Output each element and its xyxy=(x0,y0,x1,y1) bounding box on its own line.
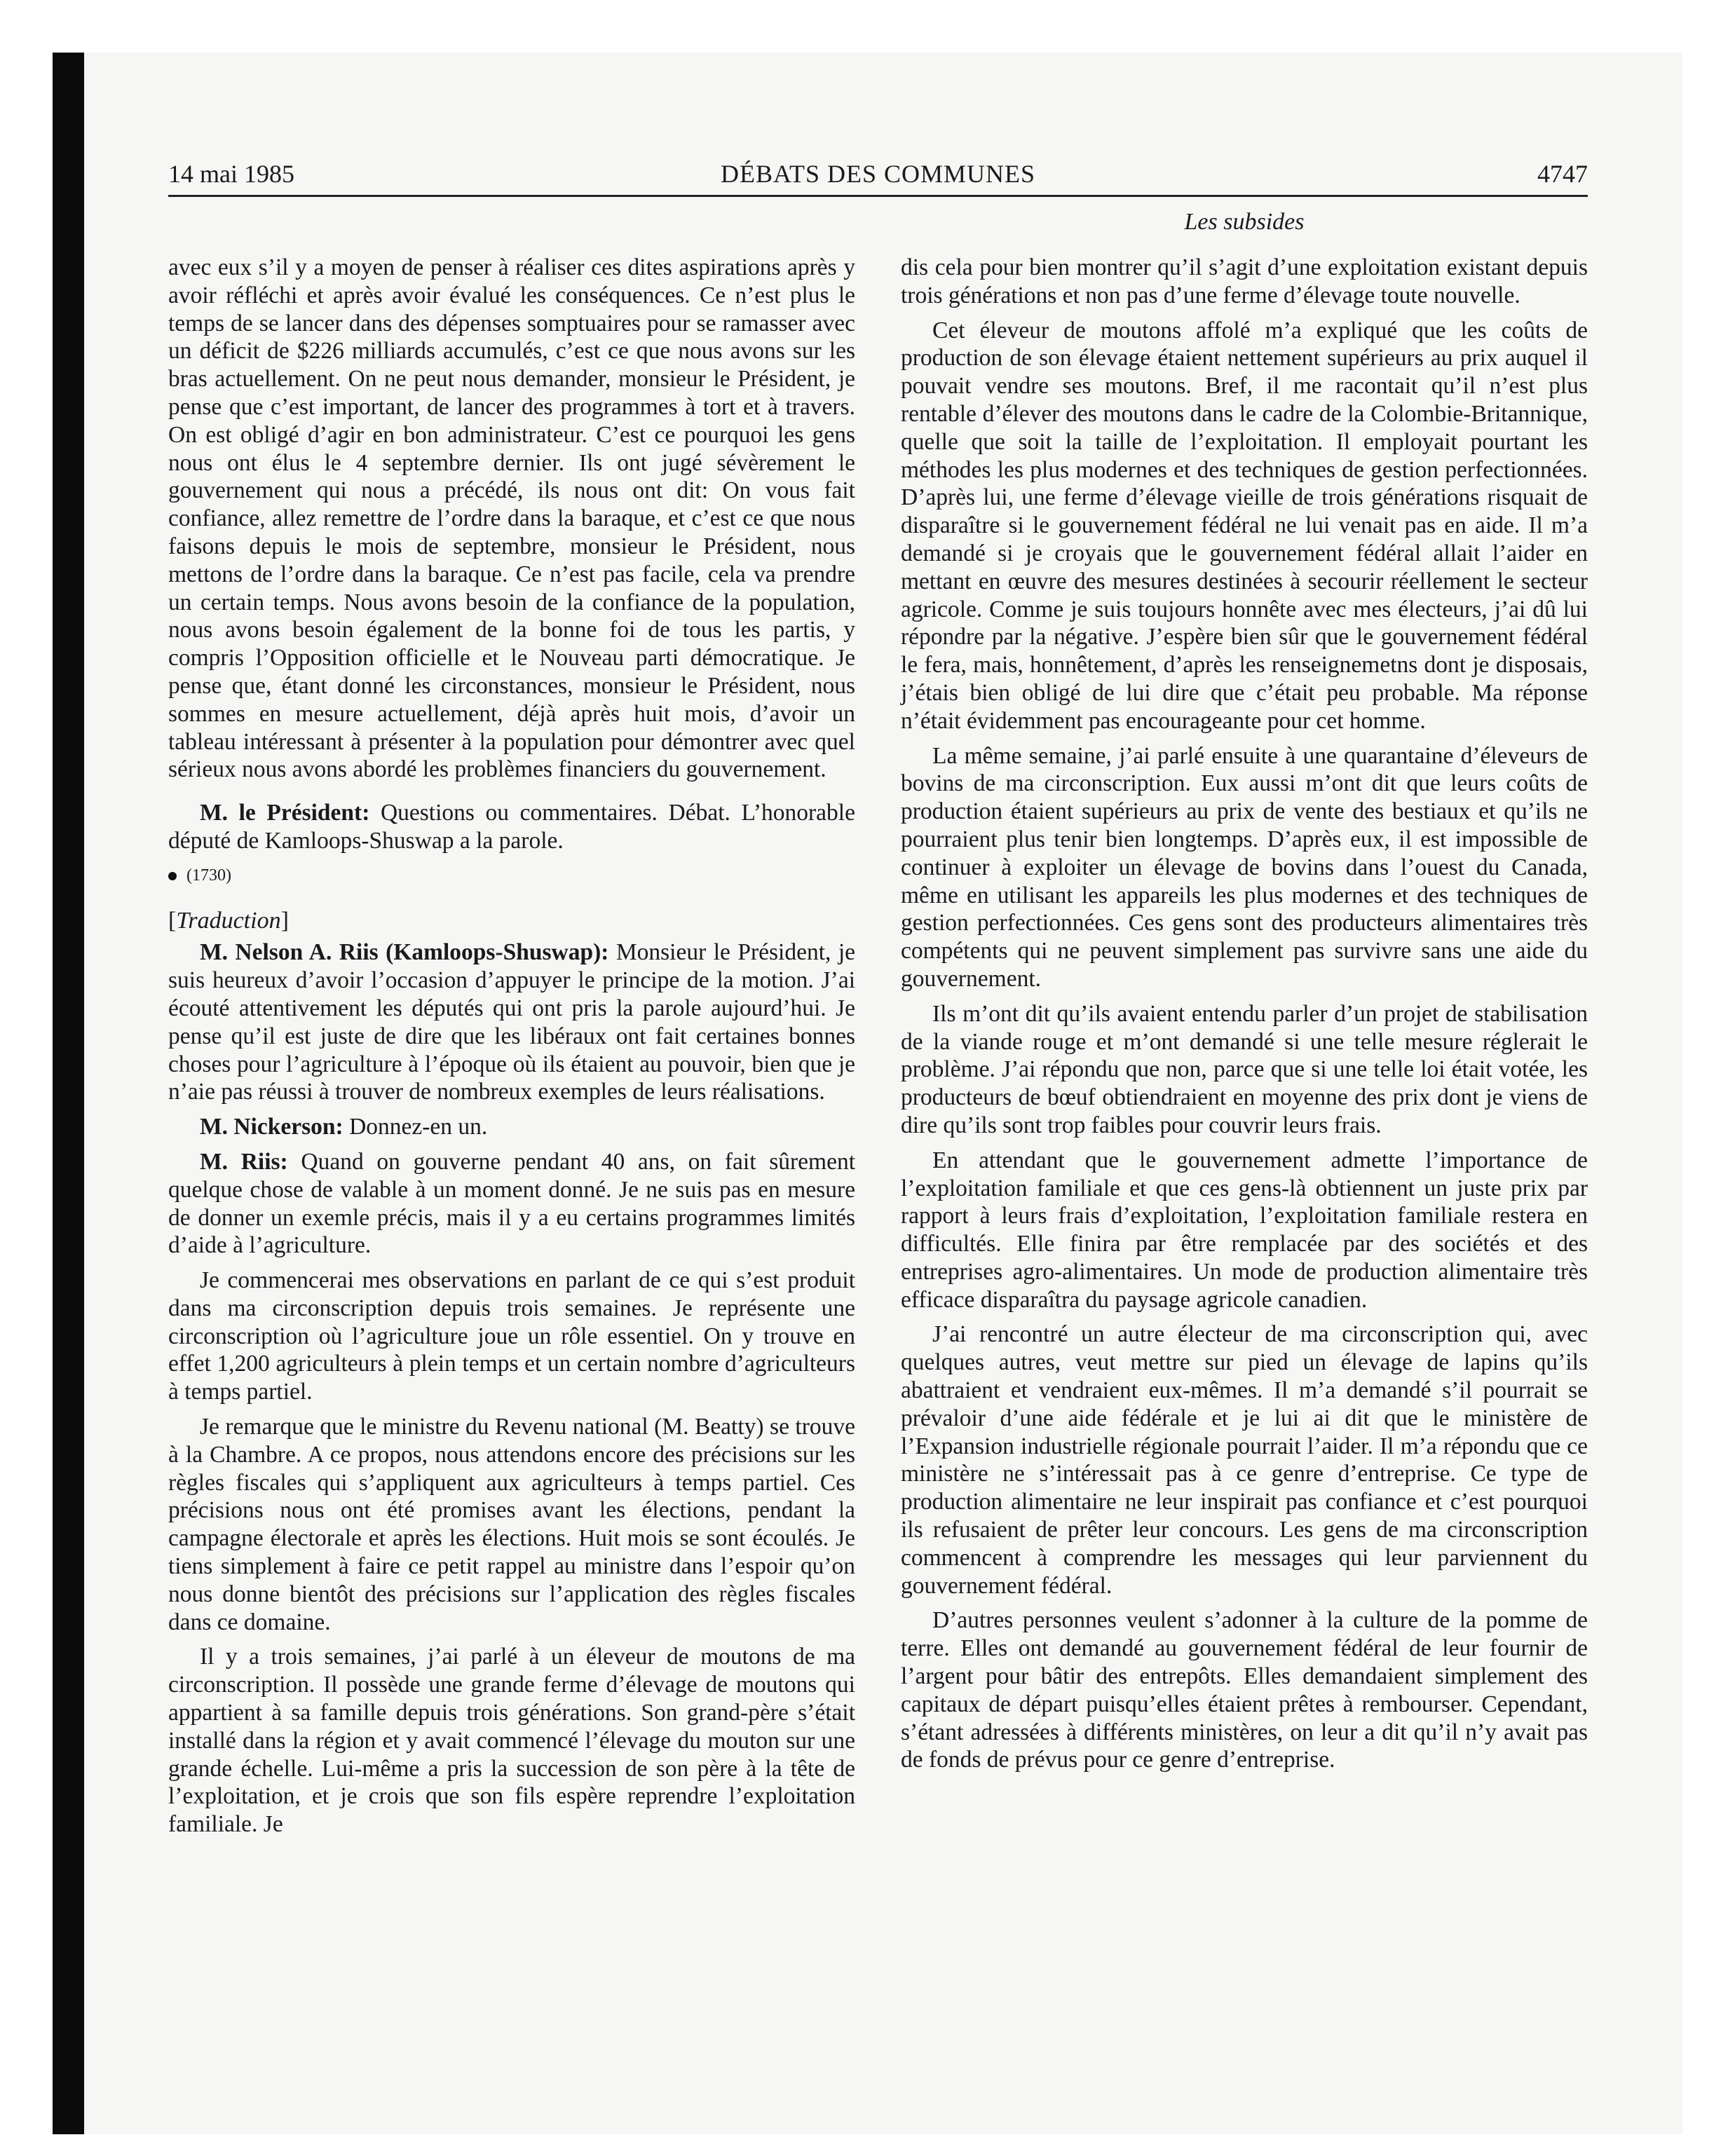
speech-text: Monsieur le Président, je suis heureux d’avoir l’occasion d’appuyer le principe de la motion. J’ai écouté attentivement les députés qui ont pris la parole aujourd’hui. Je pense qu’il est juste de dire que les libéraux ont fait certaines bonnes choses pour l’agriculture à l’époque où ils étaient au pouvoir, bien que je n’aie pas réussi à trouver de nombreux exemples de leurs réalisations. xyxy=(168,939,855,1105)
paragraph: D’autres personnes veulent s’adonner à la culture de la pomme de terre. Elles ont demandé au gouvernement fédéral de leur fournir de l’argent pour bâtir des entrepôts. Elles demandaient simplement des capitaux de départ puisqu’elles étaient prêtes à rembourser. Cependant, s’étant adressées à différents ministères, on leur a dit qu’il n’y avait pas de fonds de prévus pour ce genre d’entreprise. xyxy=(901,1607,1588,1773)
paragraph: Ils m’ont dit qu’ils avaient entendu parler d’un projet de stabilisation de la viande rouge et m’ont demandé si une telle mesure réglerait le problème. J’ai répondu que non, parce que si une telle loi était votée, les producteurs de bœuf obtiendraient en moyenne des prix dont je viens de dire qu’ils sont trop faibles pour couvrir leurs frais. xyxy=(901,1000,1588,1138)
translation-note: [Traduction] xyxy=(168,907,289,934)
header-publication: DÉBATS DES COMMUNES xyxy=(720,160,1036,188)
bullet-icon xyxy=(168,872,177,880)
left-column xyxy=(168,254,855,1845)
speech-text: Donnez-en un. xyxy=(343,1114,488,1140)
paragraph: Je remarque que le ministre du Revenu national (M. Beatty) se trouve à la Chambre. A ce propos, nous attendons encore des précisions sur les règles fiscales qui s’appliquent aux agriculteurs à temps partiel. Ces précisions nous ont été promises avant les élections, pendant la campagne électorale et après les élections. Huit mois se sont écoulés. Je tiens simplement à faire ce petit rappel au ministre dans l’espoir qu’on nous donne bientôt des précisions sur l’application des règles fiscales dans ce domaine. xyxy=(168,1414,855,1635)
speaker-name: M. Riis: xyxy=(200,1148,288,1175)
speaker-name: M. Nelson A. Riis (Kamloops-Shuswap): xyxy=(200,939,609,966)
scan-edge xyxy=(53,53,84,2134)
paragraph xyxy=(168,1113,855,1141)
translation-label: Traduction xyxy=(176,907,281,934)
section-title: Les subsides xyxy=(1184,209,1305,235)
paragraph: Je commencerai mes observations en parlant de ce qui s’est produit dans ma circonscription depuis trois semaines. Je représente une circonscription où l’agriculture joue un rôle essentiel. On y trouve en effet 1,200 agriculteurs à plein temps et un certain nombre d’agriculteurs à temps partiel. xyxy=(168,1267,855,1405)
paragraph: La même semaine, j’ai parlé ensuite à une quarantaine d’éleveurs de bovins de ma circonscription. Eux aussi m’ont dit que leurs coûts de production étaient supérieurs au prix de vente des bestiaux et qu’ils ne pourraient plus tenir bien longtemps. D’après eux, il est impossible de continuer à exploiter un élevage de bovins dans l’ouest du Canada, même en utilisant les appareils les plus modernes et des techniques de gestion perfectionnées. Ces gens sont des producteurs alimentaires très compétents qui ne peuvent simplement pas survivre sans une aide du gouvernement. xyxy=(901,742,1588,992)
speech-text: Quand on gouverne pendant 40 ans, on fait sûrement quelque chose de valable à un moment donné. Je ne suis pas en mesure de donner un exemle précis, mais il y a eu certains programmes limités d’aide à l’agriculture. xyxy=(168,1148,855,1259)
paragraph xyxy=(168,939,855,1106)
speaker-name: M. Nickerson: xyxy=(200,1114,343,1140)
paragraph: Il y a trois semaines, j’ai parlé à un éleveur de moutons de ma circonscription. Il possède une grande ferme d’élevage de moutons qui appartient à sa famille depuis trois générations. Son grand-père s’était installé dans la région et y avait commencé l’élevage du mouton sur une grande échelle. Lui-même a pris la succession de son père à la tête de l’exploitation, et je crois que son fils espère reprendre l’exploitation familiale. Je xyxy=(168,1644,855,1838)
paragraph xyxy=(168,1148,855,1260)
paragraph: dis cela pour bien montrer qu’il s’agit d’une exploitation existant depuis trois générations et non pas d’une ferme d’élevage toute nouvelle. xyxy=(901,254,1588,308)
header-date: 14 mai 1985 xyxy=(168,160,294,188)
page-number: 4747 xyxy=(1537,160,1588,188)
paragraph: J’ai rencontré un autre électeur de ma circonscription qui, avec quelques autres, veut mettre sur pied un élevage de lapins qu’ils abattraient et vendraient eux-mêmes. Il m’a demandé s’il pourrait se prévaloir d’une aide fédérale et je lui ai dit que le ministère de l’Expansion industrielle régionale pourrait l’aider. Il m’a répondu que ce ministère ne s’intéressait pas à ce genre d’entreprise. Ce type de production alimentaire ne leur inspirait pas confiance et c’est pourquoi ils refusaient de prêter leur concours. Les gens de ma circonscription commencent à comprendre les messages qui leur parviennent du gouvernement fédéral. xyxy=(901,1321,1588,1599)
right-column xyxy=(901,254,1588,1781)
time-stamp: (1730) xyxy=(186,866,231,885)
paragraph: En attendant que le gouvernement admette l’importance de l’exploitation familiale et que ces gens-là obtiennent un juste prix par rapport à leurs frais d’exploitation, l’exploitation familiale restera en difficultés. Elle finira par être remplacée par des sociétés et des entreprises agro-alimentaires. Un mode de production alimentaire très efficace disparaîtra du paysage agricole canadien. xyxy=(901,1147,1588,1313)
paragraph xyxy=(168,799,855,855)
paragraph: avec eux s’il y a moyen de penser à réaliser ces dites aspirations après y avoir réfléchi et après avoir évalué les conséquences. Ce n’est plus le temps de se lancer dans des dépenses somptuaires pour se ramasser avec un déficit de $226 milliards accumulés, c’est ce que nous avons sur les bras actuellement. On ne peut nous demander, monsieur le Président, je pense que c’est important, de lancer des programmes à tort et à travers. On est obligé d’agir en bon administrateur. C’est ce pourquoi les gens nous ont élus le 4 septembre dernier. Ils ont jugé sévèrement le gouvernement qui nous a précédé, ils nous ont dit: On vous fait confiance, allez remettre de l’ordre dans la baraque, et c’est ce que nous faisons depuis le mois de septembre, monsieur le Président, nous mettons de l’ordre dans la baraque. Ce n’est pas facile, cela va prendre un certain temps. Nous avons besoin de la confiance de la population, nous avons besoin également de la bonne foi de tous les partis, y compris l’Opposition officielle et le Nouveau parti démocratique. Je pense que, étant donné les circonstances, monsieur le Président, nous sommes en mesure actuellement, déjà après huit mois, d’avoir un tableau intéressant à présenter à la population pour démontrer avec quel sérieux nous avons abordé les problèmes financiers du gouvernement. xyxy=(168,254,855,783)
time-marker xyxy=(168,862,855,890)
running-header xyxy=(168,158,1588,197)
speech-text: Questions ou commentaires. Débat. L’honorable député de Kamloops-Shuswap a la parole. xyxy=(168,800,855,854)
speaker-name: M. le Président: xyxy=(200,800,370,826)
paragraph: Cet éleveur de moutons affolé m’a expliqué que les coûts de production de son élevage étaient nettement supérieurs au prix auquel il pouvait vendre ses moutons. Bref, il me racontait qu’il n’est plus rentable d’élever des moutons dans le cadre de la Colombie-Britannique, quelle que soit la taille de l’exploitation. Il employait pourtant les méthodes les plus modernes et des techniques de gestion perfectionnées. D’après lui, une ferme d’élevage vieille de trois générations risquait de disparaître si le gouvernement fédéral ne lui venait pas en aide. Il m’a demandé si je croyais que le gouvernement fédéral allait l’aider en mettant en œuvre des mesures destinées à secourir réellement le secteur agricole. Comme je suis toujours honnête avec mes électeurs, j’ai dû lui répondre par la négative. J’espère bien sûr que le gouvernement fédéral le fera, mais, honnêtement, d’après les renseignemetns dont je disposais, j’étais bien obligé de lui dire que c’était peu probable. Ma réponse n’était évidemment pas encourageante pour cet homme. xyxy=(901,317,1588,734)
